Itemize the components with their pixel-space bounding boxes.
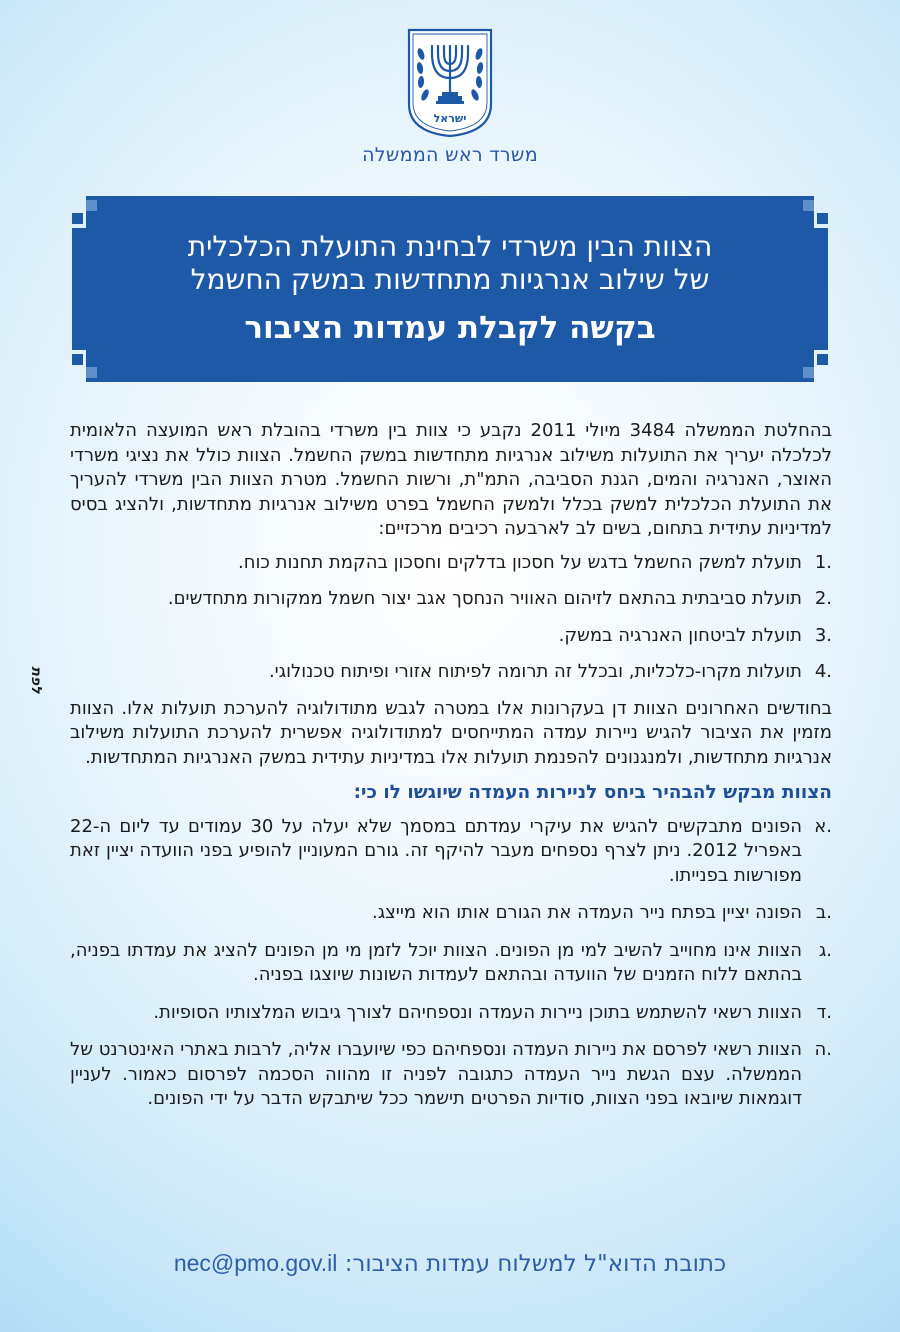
intro-paragraph: בהחלטת הממשלה 3484 מיולי 2011 נקבע כי צוות בין משרדי בהובלת ראש המועצה הלאומית לכלכלה יעריך את התועלות משילוב אנרגיות מתחדשות במשק החשמל. הצוות כולל את נציגי משרדי האוצר, האנרגיה והמים, הגנת הסביבה, התמ"ת, ורשות החשמל. מטרת הצוות הבין משרדי להעריך את התועלת הכלכלית למשק בכלל ולמשק החשמל בפרט משילוב אנרגיות מתחדשות, ולהציג בסיס למדיניות עתידית בתחום, בשים לב לארבעה רכיבים מרכזיים: xyxy=(70,420,833,539)
document-body xyxy=(70,419,832,1125)
banner-title-line-2: של שילוב אנרגיות מתחדשות במשק החשמל xyxy=(190,263,710,296)
list-item xyxy=(70,815,832,889)
list-item xyxy=(70,551,832,576)
list-marker: .ד xyxy=(816,1001,832,1023)
list-item xyxy=(70,939,832,988)
list-item-text: הפונה יציין בפתח נייר העמדה את הגורם אותו הוא מייצג. xyxy=(371,902,802,923)
list-item-text: תועלת לביטחון האנרגיה במשק. xyxy=(558,624,802,646)
list-item-text: תועלת למשק החשמל בדגש על חסכון בדלקים וחסכון בהקמת תחנות כוח. xyxy=(238,551,802,573)
list-item-text: תועלת סביבתית בהתאם לזיהום האוויר הנחסך אגב יצור חשמל ממקורות מתחדשים. xyxy=(167,588,802,609)
clarifications-heading: הצוות מבקש להבהיר ביחס לניירות העמדה שיוגשו לו כי: xyxy=(353,782,832,803)
methodology-paragraph: בחודשים האחרונים הצוות דן בעקרונות אלו במטרה לגבש מתודולוגיה להערכת תועלות אלו. הצוות מזמין את הציבור להגיש ניירות עמדה המתייחסים למתודולוגיה אפשרית להערכת התועלות משילוב אנרגיות מתחדשות, ולמנגנונים להפנמת תועלות אלו במדיניות עתידית במשק האנרגיות המתחדשות. xyxy=(70,697,832,768)
list-item xyxy=(70,660,832,685)
list-marker: .ה xyxy=(814,1039,832,1060)
list-marker: .1 xyxy=(814,551,832,573)
email-line xyxy=(0,1250,900,1277)
list-item-text: הפונים מתבקשים להגיש את עיקרי עמדתם במסמך שלא יעלה על 30 עמודים עד ליום ה-22 באפריל 2012. ניתן לצרף נספחים מעבר להיקף זה. גורם המעוניין להופיע בפני הוועדה יציין זאת מפורשות בפנייתו. xyxy=(70,815,802,886)
list-marker: .3 xyxy=(814,624,832,646)
list-item xyxy=(70,1001,832,1026)
list-marker: .ב xyxy=(815,902,832,923)
list-marker: .2 xyxy=(814,588,832,609)
list-item xyxy=(70,901,832,926)
title-banner xyxy=(72,196,828,382)
banner-title-line-1: הצוות הבין משרדי לבחינת התועלת הכלכלית xyxy=(187,230,713,263)
email-label: כתובת הדוא"ל למשלוח עמדות הציבור: xyxy=(344,1251,727,1277)
list-item-text: הצוות רשאי להשתמש בתוכן ניירות העמדה ונספחיהם לצורך גיבוש המלצותיו הסופיות. xyxy=(153,1001,802,1023)
emblem-label: ישראל xyxy=(433,112,467,125)
list-marker: .4 xyxy=(814,661,832,682)
list-item-text: תועלות מקרו-כלכליות, ובכלל זה תרומה לפיתוח אזורי ופיתוח טכנולוגי. xyxy=(268,661,802,682)
ministry-name: משרד ראש הממשלה xyxy=(362,144,538,166)
side-label: לפת xyxy=(28,666,44,694)
list-item xyxy=(70,624,832,649)
email-link[interactable]: nec@pmo.gov.il xyxy=(173,1250,338,1276)
list-item xyxy=(70,587,832,612)
list-item-text: הצוות רשאי לפרסם את ניירות העמדה ונספחיהם כפי שיועברו אליה, לרבות באתרי האינטרנט של הממשלה. עצם הגשת נייר העמדה כתגובה לפניה זו מהווה הסכמה לפרסום כאמור. לעניין דוגמאות שיובאו בפני הצוות, סודיות הפרטים תישמר ככל שיתבקש הדבר על ידי הפונים. xyxy=(70,1039,802,1109)
list-item xyxy=(70,1038,832,1112)
list-marker: .א xyxy=(814,815,832,837)
banner-subtitle: בקשה לקבלת עמדות הציבור xyxy=(244,310,656,346)
list-item-text: הצוות אינו מחוייב להשיב למי מן הפונים. הצוות יוכל לזמן מי מן הפונים להציג את עמדתו בפניה, בהתאם ללוח הזמנים של הוועדה ובהתאם לעמדות השונות שיוצגו בפניה. xyxy=(70,939,802,985)
clarifications-list xyxy=(70,815,832,1112)
list-marker: .ג xyxy=(818,939,832,961)
components-list xyxy=(70,551,832,685)
state-emblem-icon xyxy=(405,26,495,138)
